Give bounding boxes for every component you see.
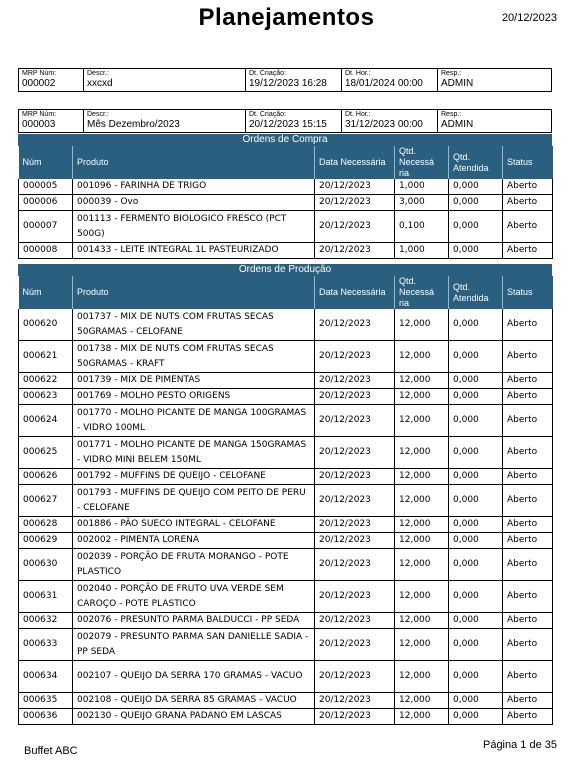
cell-produto: 001792 - MUFFINS DE QUEIJO - CELOFANE (73, 469, 315, 485)
cell-produto: 002107 - QUEIJO DA SERRA 170 GRAMAS - VACUO (73, 661, 315, 693)
cell-num: 000635 (19, 693, 73, 709)
resp-value: ADMIN (441, 119, 474, 130)
table-row (19, 581, 553, 613)
col-qtd-necessaria: Qtd. Necessá ria (395, 146, 449, 179)
cell-num: 000634 (19, 661, 73, 693)
cell-status: Aberto (503, 693, 553, 709)
table-row (19, 517, 553, 533)
cell-qtd-atendida: 0,000 (449, 309, 503, 341)
cell-data: 20/12/2023 (315, 243, 395, 259)
cell-status: Aberto (503, 211, 553, 243)
dthor-value: 18/01/2024 00:00 (345, 78, 423, 89)
cell-data: 20/12/2023 (315, 517, 395, 533)
compra-table (18, 146, 553, 259)
table-row (19, 309, 553, 341)
cell-produto: 001769 - MOLHO PESTO ORIGENS (73, 389, 315, 405)
report-title: Planejamentos (198, 4, 375, 31)
mrp-number-value: 000003 (22, 119, 56, 130)
cell-num: 000621 (19, 341, 73, 373)
cell-data: 20/12/2023 (315, 661, 395, 693)
description-value: Mês Dezembro/2023 (87, 119, 180, 130)
cell-data: 20/12/2023 (315, 373, 395, 389)
col-qtd-atendida: Qtd. Atendida (449, 146, 503, 179)
cell-qtd-atendida: 0,000 (449, 405, 503, 437)
cell-qtd-necessaria: 3,000 (395, 195, 449, 211)
cell-produto: 001793 - MUFFINS DE QUEIJO COM PEITO DE PERU - CELOFANE (73, 485, 315, 517)
cell-produto: 002108 - QUEIJO DA SERRA 85 GRAMAS - VACUO (73, 693, 315, 709)
cell-data: 20/12/2023 (315, 469, 395, 485)
cell-produto: 001096 - FARINHA DE TRIGO (73, 179, 315, 195)
cell-num: 000625 (19, 437, 73, 469)
cell-produto: 000039 - Ovo (73, 195, 315, 211)
cell-qtd-atendida: 0,000 (449, 469, 503, 485)
cell-qtd-atendida: 0,000 (449, 179, 503, 195)
dthor-label: Dt. Hor.: (345, 70, 371, 77)
section-title-producao: Ordens de Produção (18, 264, 552, 276)
cell-num: 000620 (19, 309, 73, 341)
cell-produto: 001737 - MIX DE NUTS COM FRUTAS SECAS 50GRAMAS - CELOFANE (73, 309, 315, 341)
col-qtd-necessaria: Qtd. Necessá ria (395, 276, 449, 309)
col-status: Status (503, 146, 553, 179)
cell-status: Aberto (503, 485, 553, 517)
cell-data: 20/12/2023 (315, 485, 395, 517)
cell-produto: 001738 - MIX DE NUTS COM FRUTAS SECAS 50GRAMAS - KRAFT (73, 341, 315, 373)
cell-qtd-atendida: 0,000 (449, 581, 503, 613)
cell-qtd-atendida: 0,000 (449, 373, 503, 389)
resp-cell (437, 110, 551, 132)
table-row (19, 341, 553, 373)
created-label: Dt. Criação: (249, 111, 286, 118)
cell-status: Aberto (503, 629, 553, 661)
table-row (19, 469, 553, 485)
producao-table (18, 276, 553, 725)
cell-status: Aberto (503, 389, 553, 405)
cell-status: Aberto (503, 405, 553, 437)
cell-produto: 001113 - FERMENTO BIOLOGICO FRESCO (PCT 500G) (73, 211, 315, 243)
page-number: Página 1 de 35 (482, 739, 557, 751)
cell-num: 000008 (19, 243, 73, 259)
cell-qtd-necessaria: 12,000 (395, 629, 449, 661)
col-status: Status (503, 276, 553, 309)
cell-status: Aberto (503, 179, 553, 195)
cell-num: 000007 (19, 211, 73, 243)
cell-num: 000633 (19, 629, 73, 661)
cell-data: 20/12/2023 (315, 309, 395, 341)
cell-num: 000624 (19, 405, 73, 437)
resp-value: ADMIN (441, 78, 474, 89)
cell-produto: 001433 - LEITE INTEGRAL 1L PASTEURIZADO (73, 243, 315, 259)
cell-data: 20/12/2023 (315, 533, 395, 549)
cell-qtd-necessaria: 0,100 (395, 211, 449, 243)
cell-qtd-necessaria: 12,000 (395, 405, 449, 437)
cell-qtd-atendida: 0,000 (449, 661, 503, 693)
cell-produto: 001770 - MOLHO PICANTE DE MANGA 100GRAMAS - VIDRO 100ML (73, 405, 315, 437)
cell-status: Aberto (503, 661, 553, 693)
cell-qtd-necessaria: 12,000 (395, 693, 449, 709)
cell-produto: 002040 - PORÇÃO DE FRUTO UVA VERDE SEM CAROÇO - POTE PLASTICO (73, 581, 315, 613)
mrp-number-cell (19, 110, 83, 132)
cell-status: Aberto (503, 195, 553, 211)
cell-qtd-necessaria: 12,000 (395, 389, 449, 405)
table-row (19, 629, 553, 661)
cell-status: Aberto (503, 709, 553, 725)
cell-qtd-necessaria: 12,000 (395, 341, 449, 373)
cell-status: Aberto (503, 243, 553, 259)
col-produto: Produto (73, 276, 315, 309)
cell-qtd-atendida: 0,000 (449, 389, 503, 405)
table-row (19, 533, 553, 549)
description-cell (83, 69, 245, 91)
cell-data: 20/12/2023 (315, 195, 395, 211)
cell-qtd-atendida: 0,000 (449, 533, 503, 549)
mrp-number-cell (19, 69, 83, 91)
cell-data: 20/12/2023 (315, 693, 395, 709)
created-value: 19/12/2023 16:28 (249, 78, 327, 89)
table-row (19, 661, 553, 693)
cell-qtd-atendida: 0,000 (449, 243, 503, 259)
cell-qtd-necessaria: 1,000 (395, 179, 449, 195)
cell-data: 20/12/2023 (315, 549, 395, 581)
col-qtd-atendida: Qtd. Atendida (449, 276, 503, 309)
dthor-value: 31/12/2023 00:00 (345, 119, 423, 130)
table-row (19, 243, 553, 259)
table-row (19, 613, 553, 629)
col-num: Núm (19, 146, 73, 179)
col-data: Data Necessária (315, 276, 395, 309)
table-row (19, 549, 553, 581)
cell-produto: 001739 - MIX DE PIMENTAS (73, 373, 315, 389)
description-label: Descr.: (87, 111, 109, 118)
cell-qtd-atendida: 0,000 (449, 437, 503, 469)
col-produto: Produto (73, 146, 315, 179)
description-cell (83, 110, 245, 132)
table-row (19, 405, 553, 437)
dthor-cell (341, 110, 437, 132)
cell-data: 20/12/2023 (315, 341, 395, 373)
cell-qtd-necessaria: 12,000 (395, 533, 449, 549)
cell-qtd-necessaria: 12,000 (395, 469, 449, 485)
col-data: Data Necessária (315, 146, 395, 179)
created-cell (245, 69, 341, 91)
table-row (19, 389, 553, 405)
cell-qtd-necessaria: 12,000 (395, 437, 449, 469)
cell-qtd-necessaria: 12,000 (395, 485, 449, 517)
dthor-cell (341, 69, 437, 91)
cell-status: Aberto (503, 469, 553, 485)
cell-produto: 002002 - PIMENTA LORENA (73, 533, 315, 549)
description-label: Descr.: (87, 70, 109, 77)
cell-status: Aberto (503, 341, 553, 373)
cell-qtd-atendida: 0,000 (449, 485, 503, 517)
cell-data: 20/12/2023 (315, 179, 395, 195)
cell-num: 000627 (19, 485, 73, 517)
created-label: Dt. Criação: (249, 70, 286, 77)
cell-produto: 002079 - PRESUNTO PARMA SAN DANIELLE SADIA - PP SEDA (73, 629, 315, 661)
mrp-header-1 (18, 68, 552, 92)
cell-num: 000623 (19, 389, 73, 405)
mrp-number-label: MRP Núm: (22, 111, 57, 118)
cell-produto: 001886 - PÃO SUECO INTEGRAL - CELOFANE (73, 517, 315, 533)
table-header-row (19, 146, 553, 179)
table-row (19, 437, 553, 469)
cell-qtd-necessaria: 12,000 (395, 373, 449, 389)
company-name: Buffet ABC (24, 745, 78, 757)
cell-produto: 002130 - QUEIJO GRANA PADANO EM LASCAS (73, 709, 315, 725)
cell-data: 20/12/2023 (315, 389, 395, 405)
cell-status: Aberto (503, 437, 553, 469)
cell-qtd-atendida: 0,000 (449, 549, 503, 581)
cell-num: 000632 (19, 613, 73, 629)
cell-qtd-necessaria: 12,000 (395, 549, 449, 581)
resp-label: Resp.: (441, 111, 462, 118)
cell-num: 000631 (19, 581, 73, 613)
cell-qtd-necessaria: 12,000 (395, 661, 449, 693)
cell-qtd-atendida: 0,000 (449, 517, 503, 533)
cell-data: 20/12/2023 (315, 405, 395, 437)
mrp-number-label: MRP Núm: (22, 70, 57, 77)
cell-status: Aberto (503, 549, 553, 581)
cell-qtd-necessaria: 12,000 (395, 709, 449, 725)
cell-num: 000006 (19, 195, 73, 211)
cell-data: 20/12/2023 (315, 581, 395, 613)
cell-qtd-atendida: 0,000 (449, 195, 503, 211)
mrp-header-2 (18, 109, 552, 133)
cell-qtd-necessaria: 12,000 (395, 613, 449, 629)
cell-status: Aberto (503, 517, 553, 533)
cell-qtd-atendida: 0,000 (449, 341, 503, 373)
cell-produto: 002076 - PRESUNTO PARMA BALDUCCI - PP SEDA (73, 613, 315, 629)
cell-qtd-atendida: 0,000 (449, 613, 503, 629)
table-row (19, 373, 553, 389)
cell-qtd-necessaria: 12,000 (395, 309, 449, 341)
table-row (19, 195, 553, 211)
resp-cell (437, 69, 551, 91)
cell-data: 20/12/2023 (315, 211, 395, 243)
created-cell (245, 110, 341, 132)
cell-data: 20/12/2023 (315, 437, 395, 469)
cell-data: 20/12/2023 (315, 613, 395, 629)
table-row (19, 693, 553, 709)
cell-produto: 002039 - PORÇÃO DE FRUTA MORANGO - POTE PLASTICO (73, 549, 315, 581)
cell-qtd-atendida: 0,000 (449, 629, 503, 661)
col-num: Núm (19, 276, 73, 309)
cell-status: Aberto (503, 373, 553, 389)
cell-status: Aberto (503, 581, 553, 613)
table-row (19, 179, 553, 195)
section-title-compra: Ordens de Compra (18, 134, 552, 146)
cell-qtd-atendida: 0,000 (449, 693, 503, 709)
cell-data: 20/12/2023 (315, 709, 395, 725)
created-value: 20/12/2023 15:15 (249, 119, 327, 130)
table-header-row (19, 276, 553, 309)
dthor-label: Dt. Hor.: (345, 111, 371, 118)
cell-num: 000005 (19, 179, 73, 195)
table-row (19, 485, 553, 517)
cell-num: 000622 (19, 373, 73, 389)
cell-qtd-atendida: 0,000 (449, 709, 503, 725)
cell-data: 20/12/2023 (315, 629, 395, 661)
resp-label: Resp.: (441, 70, 462, 77)
cell-num: 000626 (19, 469, 73, 485)
cell-num: 000636 (19, 709, 73, 725)
cell-status: Aberto (503, 613, 553, 629)
cell-status: Aberto (503, 309, 553, 341)
cell-qtd-necessaria: 12,000 (395, 581, 449, 613)
table-row (19, 211, 553, 243)
cell-num: 000630 (19, 549, 73, 581)
cell-num: 000628 (19, 517, 73, 533)
cell-produto: 001771 - MOLHO PICANTE DE MANGA 150GRAMAS - VIDRO MINI BELEM 150ML (73, 437, 315, 469)
cell-qtd-necessaria: 12,000 (395, 517, 449, 533)
table-row (19, 709, 553, 725)
cell-num: 000629 (19, 533, 73, 549)
cell-qtd-necessaria: 1,000 (395, 243, 449, 259)
cell-qtd-atendida: 0,000 (449, 211, 503, 243)
cell-status: Aberto (503, 533, 553, 549)
description-value: xxcxd (87, 78, 113, 89)
mrp-number-value: 000002 (22, 78, 56, 89)
print-date: 20/12/2023 (501, 12, 557, 24)
